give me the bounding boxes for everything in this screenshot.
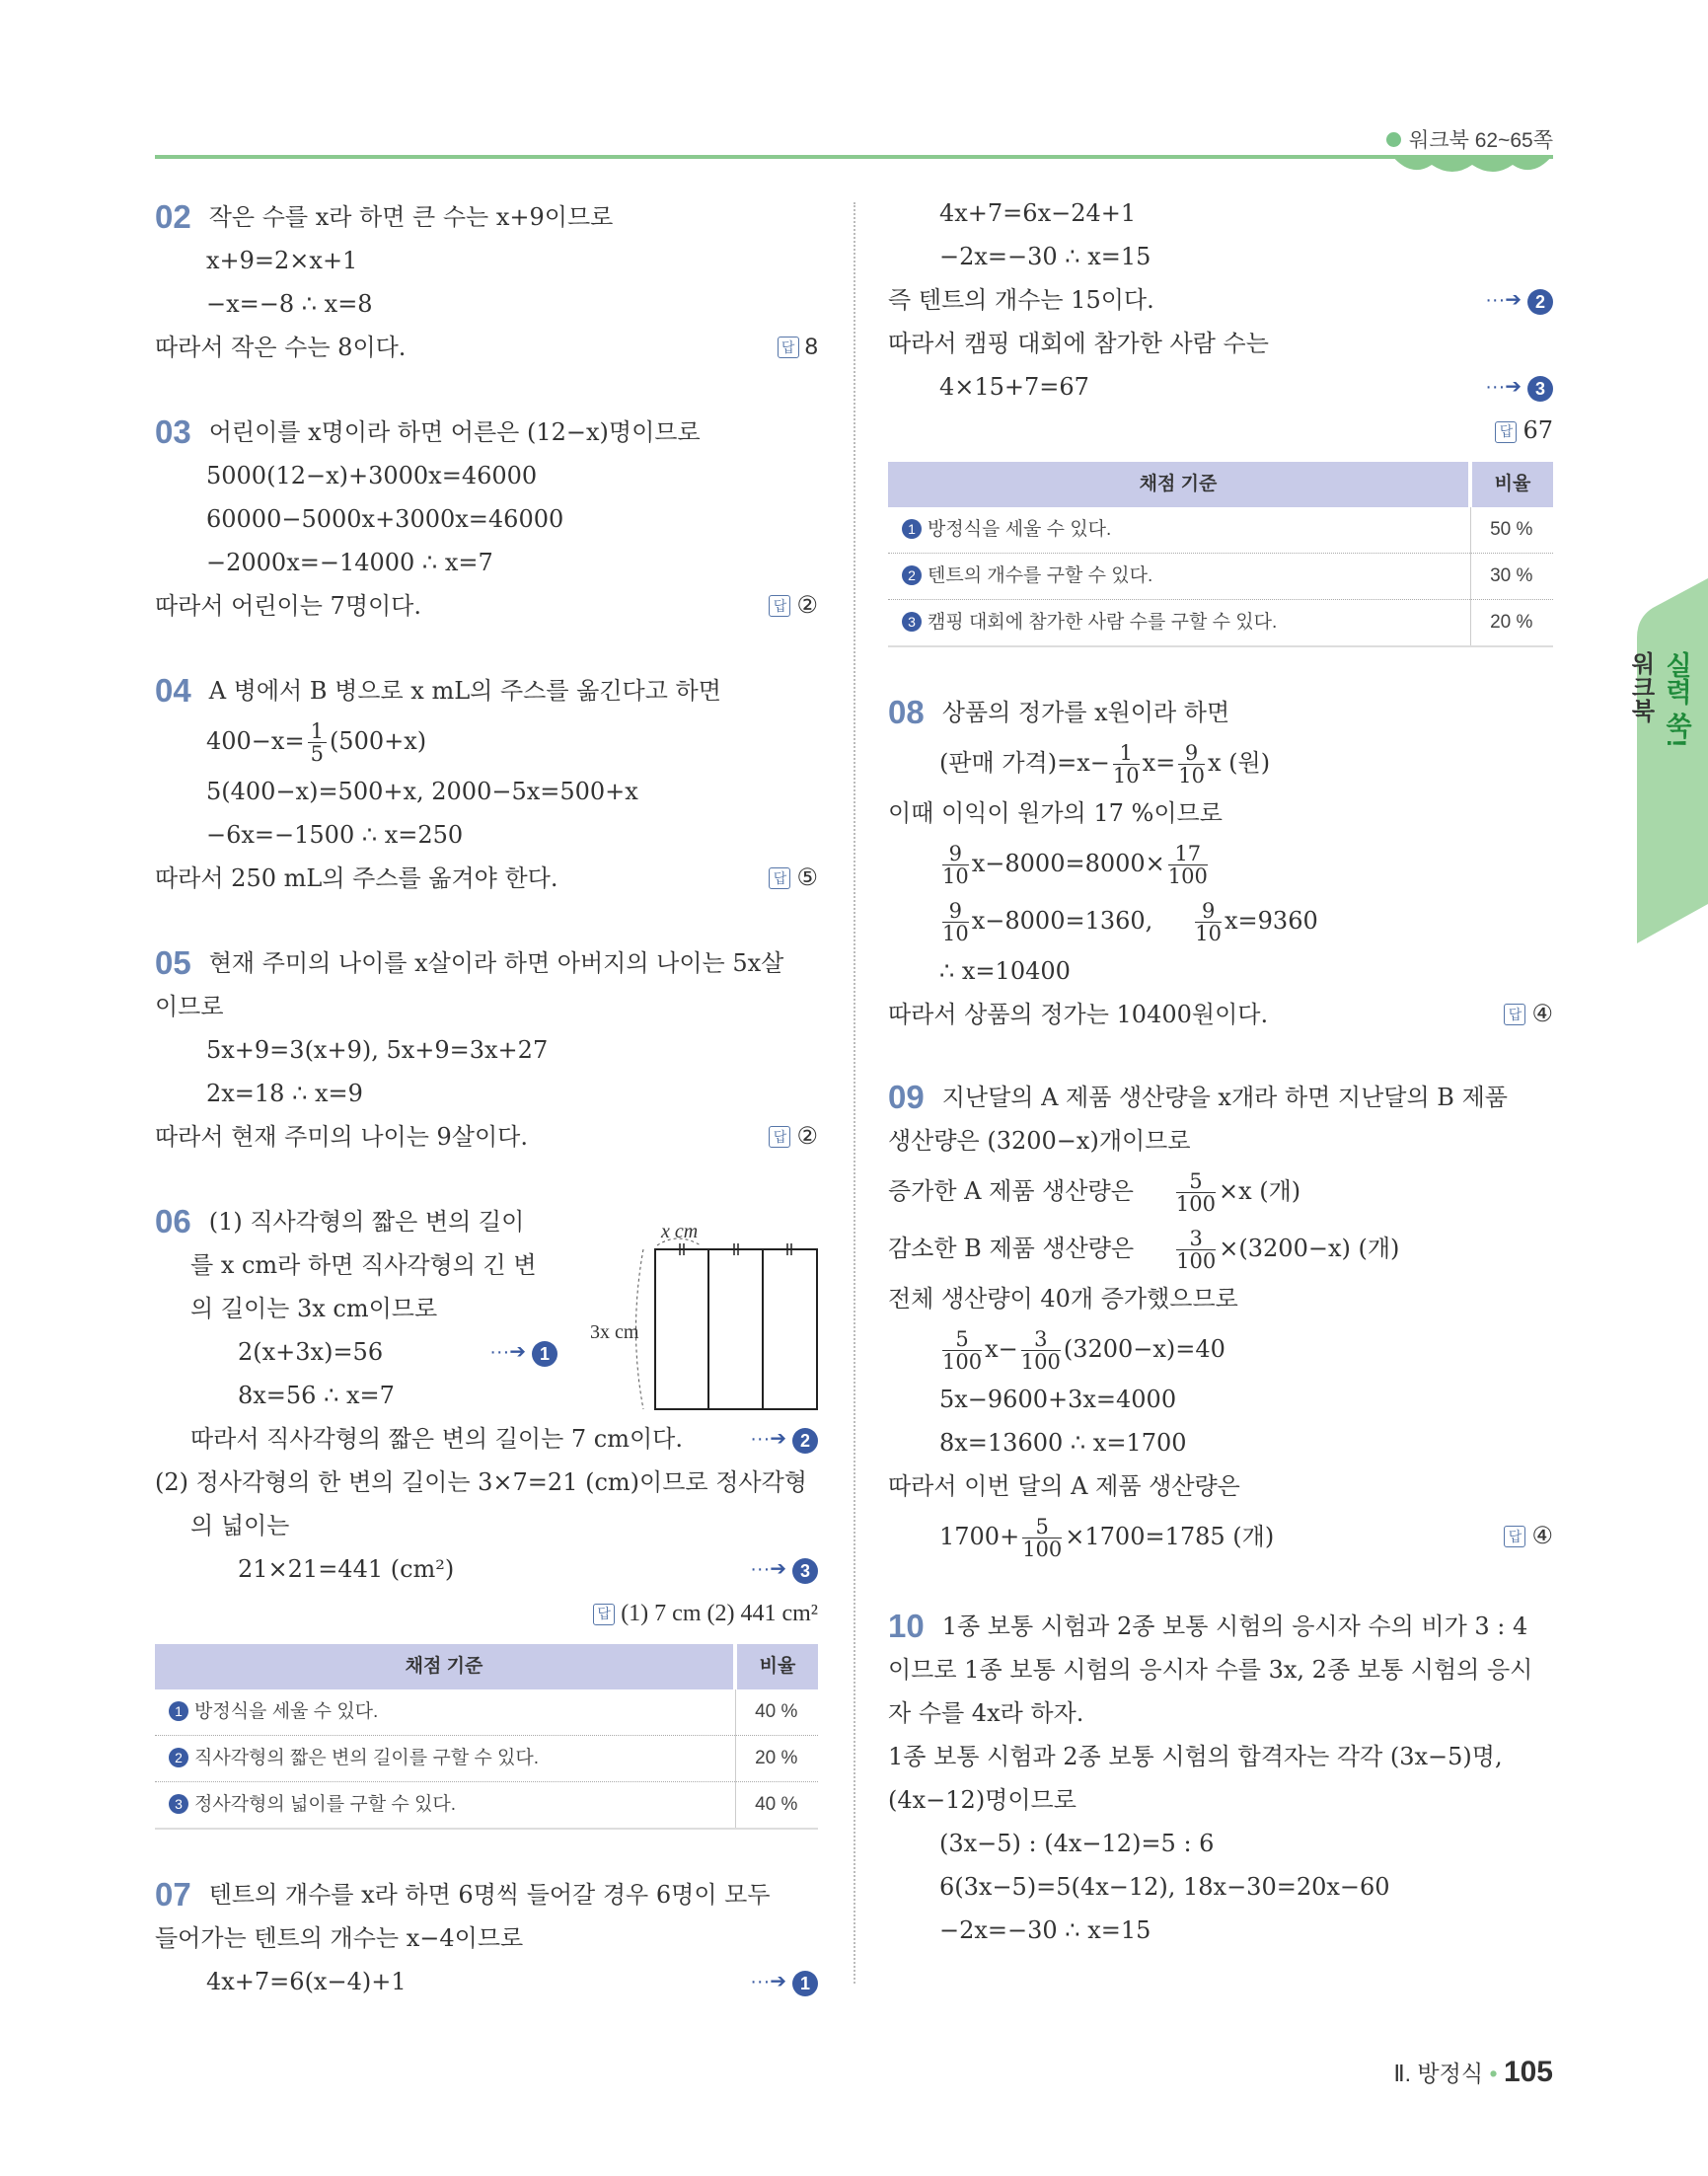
fraction: $\frac{9}{10}$ <box>942 842 969 888</box>
left-column <box>155 195 818 2003</box>
question-10: 10 1종 보통 시험과 2종 보통 시험의 응시자 수의 비가 3 : 4 이므로 1종 보통 시험의 응시자 수를 3x, 2종 보통 시험의 응시 자 수를 4x라 하자. 1종 보통 시험과 2종 보통 시험의 합격자는 각각 (3x−5)명, (4x−12)명이므로 (3x−5) : (4x−12)=5 : 6 6(3x−5)=5(4x−12), 18x−30=20x−60 −2x=−30 ∴ x=15 <box>888 1608 1533 1944</box>
answer-icon: 답 <box>593 1604 615 1625</box>
question-03: 03 어린이를 x명이라 하면 어른은 (12−x)명이므로 5000(12−x)+3000x=46000 60000−5000x+3000x=46000 −2000x=−14000 ∴ x=7 따라서 어린이는 7명이다. 답 ② <box>155 411 818 628</box>
answer-08: 답 ④ <box>1504 993 1553 1036</box>
fraction: $\frac{1}{5}$ <box>308 720 327 765</box>
step-number: 1 <box>902 519 922 539</box>
diagram-side-label: 3x cm <box>590 1321 639 1343</box>
answer-09: 답 ④ <box>1504 1508 1553 1565</box>
header-wave-decoration <box>1391 155 1553 179</box>
step-number: 1 <box>169 1701 188 1721</box>
question-07-cont: 4x+7=6x−24+1 −2x=−30 ∴ x=15 즉 텐트의 개수는 15이다. ···➔ 2 따라서 캠핑 대회에 참가한 사람 수는 4×15+7=67 ···➔ 3 답 67 <box>888 199 1553 444</box>
fraction: $\frac{1}{10}$ <box>1112 741 1140 788</box>
step-number: 2 <box>902 565 922 585</box>
fraction: $\frac{9}{10}$ <box>1178 741 1205 788</box>
step-number: 3 <box>902 612 922 632</box>
fraction: $\frac{3}{100}$ <box>1020 1327 1061 1374</box>
column-divider <box>854 202 855 1984</box>
page-number: 105 <box>1503 2056 1553 2088</box>
header-rule <box>155 155 1553 159</box>
answer-05: 답 ② <box>769 1115 818 1159</box>
step-marker-3: ···➔ 3 <box>1485 365 1553 409</box>
step-marker-3: ···➔ 3 <box>750 1547 818 1591</box>
answer-icon: 답 <box>778 337 799 358</box>
fraction: $\frac{5}{100}$ <box>1022 1515 1063 1561</box>
answer-icon: 답 <box>769 595 790 617</box>
right-column <box>888 191 1553 1952</box>
question-06: 06 (1) 직사각형의 짧은 변의 길이 를 x cm라 하면 직사각형의 긴 변 의 길이는 3x cm이므로 2(x+3x)=56 ···➔ 1 8x=56 ∴ x=7 따라서 직사각형의 짧은 변의 길이는 7 cm이다. ···➔ 2 (2) 정사각형의 한 변의 길이는 3×7=21 (cm)이므로 정사각형 의 넓이는 21×21=441 (cm²) ···➔ 3 답 (1) 7 cm (2) 441 cm² <box>155 1203 818 1626</box>
workbook-reference: 워크북 62~65쪽 <box>1386 124 1553 154</box>
answer-03: 답 ② <box>769 584 818 628</box>
answer-02: 답 8 <box>778 326 818 369</box>
answer-icon: 답 <box>769 867 790 889</box>
fraction: $\frac{3}{100}$ <box>1176 1227 1217 1273</box>
green-dot-icon <box>1386 132 1401 147</box>
page-footer: Ⅱ. 방정식 • 105 <box>1393 2056 1553 2088</box>
grading-table-06: 채점 기준 비율 1 방정식을 세울 수 있다. 40 % 2 직사각형의 짧은 변의 길이를 구할 수 있다. 20 % 3 정사각형의 넓이를 구할 수 있다. 40 % <box>155 1644 818 1830</box>
answer-04: 답 ⑤ <box>769 857 818 900</box>
rectangle-diagram <box>584 1222 826 1419</box>
fraction: $\frac{9}{10}$ <box>942 899 969 945</box>
question-05: 05 현재 주미의 나이를 x살이라 하면 아버지의 나이는 5x살 이므로 5x+9=3(x+9), 5x+9=3x+27 2x=18 ∴ x=9 따라서 현재 주미의 나이는 9살이다. 답 ② <box>155 941 818 1159</box>
answer-icon: 답 <box>1504 1004 1525 1025</box>
question-02: 02 작은 수를 x라 하면 큰 수는 x+9이므로 x+9=2×x+1 −x=−8 ∴ x=8 따라서 작은 수는 8이다. 답 8 <box>155 195 818 369</box>
grading-table-07: 채점 기준 비율 1 방정식을 세울 수 있다. 50 % 2 텐트의 개수를 구할 수 있다. 30 % 3 캠핑 대회에 참가한 사람 수를 구할 수 있다. 20 % <box>888 462 1553 647</box>
step-marker-2: ···➔ 2 <box>750 1417 818 1461</box>
answer-icon: 답 <box>769 1126 790 1148</box>
diagram-top-label: x cm <box>661 1222 699 1242</box>
question-04: 04 A 병에서 B 병으로 x mL의 주스를 옮긴다고 하면 400−x= $\frac{1}{5}$ (500+x) 5(400−x)=500+x, 2000−5x=500+x −6x=−1500 ∴ x=250 따라서 250 mL의 주스를 옮겨야 한다. 답 ⑤ <box>155 669 818 900</box>
answer-icon: 답 <box>1495 421 1517 443</box>
side-tab[interactable] <box>1623 578 1708 953</box>
question-07: 07 텐트의 개수를 x라 하면 6명씩 들어갈 경우 6명이 모두 들어가는 텐트의 개수는 x−4이므로 4x+7=6(x−4)+1 ···➔ 1 <box>155 1873 818 2003</box>
step-marker-1: ···➔ 1 <box>489 1330 557 1374</box>
step-number: 2 <box>169 1748 188 1767</box>
step-marker-1: ···➔ 1 <box>750 1960 818 2003</box>
question-09: 09 지난달의 A 제품 생산량을 x개라 하면 지난달의 B 제품 생산량은 (3200−x)개이므로 증가한 A 제품 생산량은 $\frac{5}{100}$ ×x (개) 감소한 B 제품 생산량은 $\frac{3}{100}$ ×(3200−x) (개) 전체 생산량이 40개 증가했으므로 $\frac{5}{100}$ x− $\frac{3}{100}$ (3200−x)=40 5x−9600+3x=4000 8x=13600 ∴ x=1700 따라서 이번 달의 A 제품 생산량은 1700+ $\frac{5}{100}$ ×1700=1785 (개) 답 ④ <box>888 1076 1553 1565</box>
question-08: 08 상품의 정가를 x원이라 하면 (판매 가격)=x− $\frac{1}{10}$ x= $\frac{9}{10}$ x (원) 이때 이익이 원가의 17 %이므로 $\frac{9}{10}$ x−8000=8000× $\frac{17}{100}$ $\frac{9}{10}$ x−8000=1360, $\frac{9}{10}$ x=9360 ∴ x=10400 따라서 상품의 정가는 10400원이다. 답 ④ <box>888 691 1553 1036</box>
step-marker-2: ···➔ 2 <box>1485 278 1553 322</box>
fraction: $\frac{5}{100}$ <box>1175 1169 1216 1216</box>
fraction: $\frac{17}{100}$ <box>1167 842 1208 888</box>
answer-icon: 답 <box>1504 1526 1525 1547</box>
fraction: $\frac{9}{10}$ <box>1195 899 1223 945</box>
step-number: 3 <box>169 1794 188 1814</box>
side-tab-label: 실력 쑥! 워크북 <box>1627 651 1691 748</box>
fraction: $\frac{5}{100}$ <box>942 1327 983 1374</box>
